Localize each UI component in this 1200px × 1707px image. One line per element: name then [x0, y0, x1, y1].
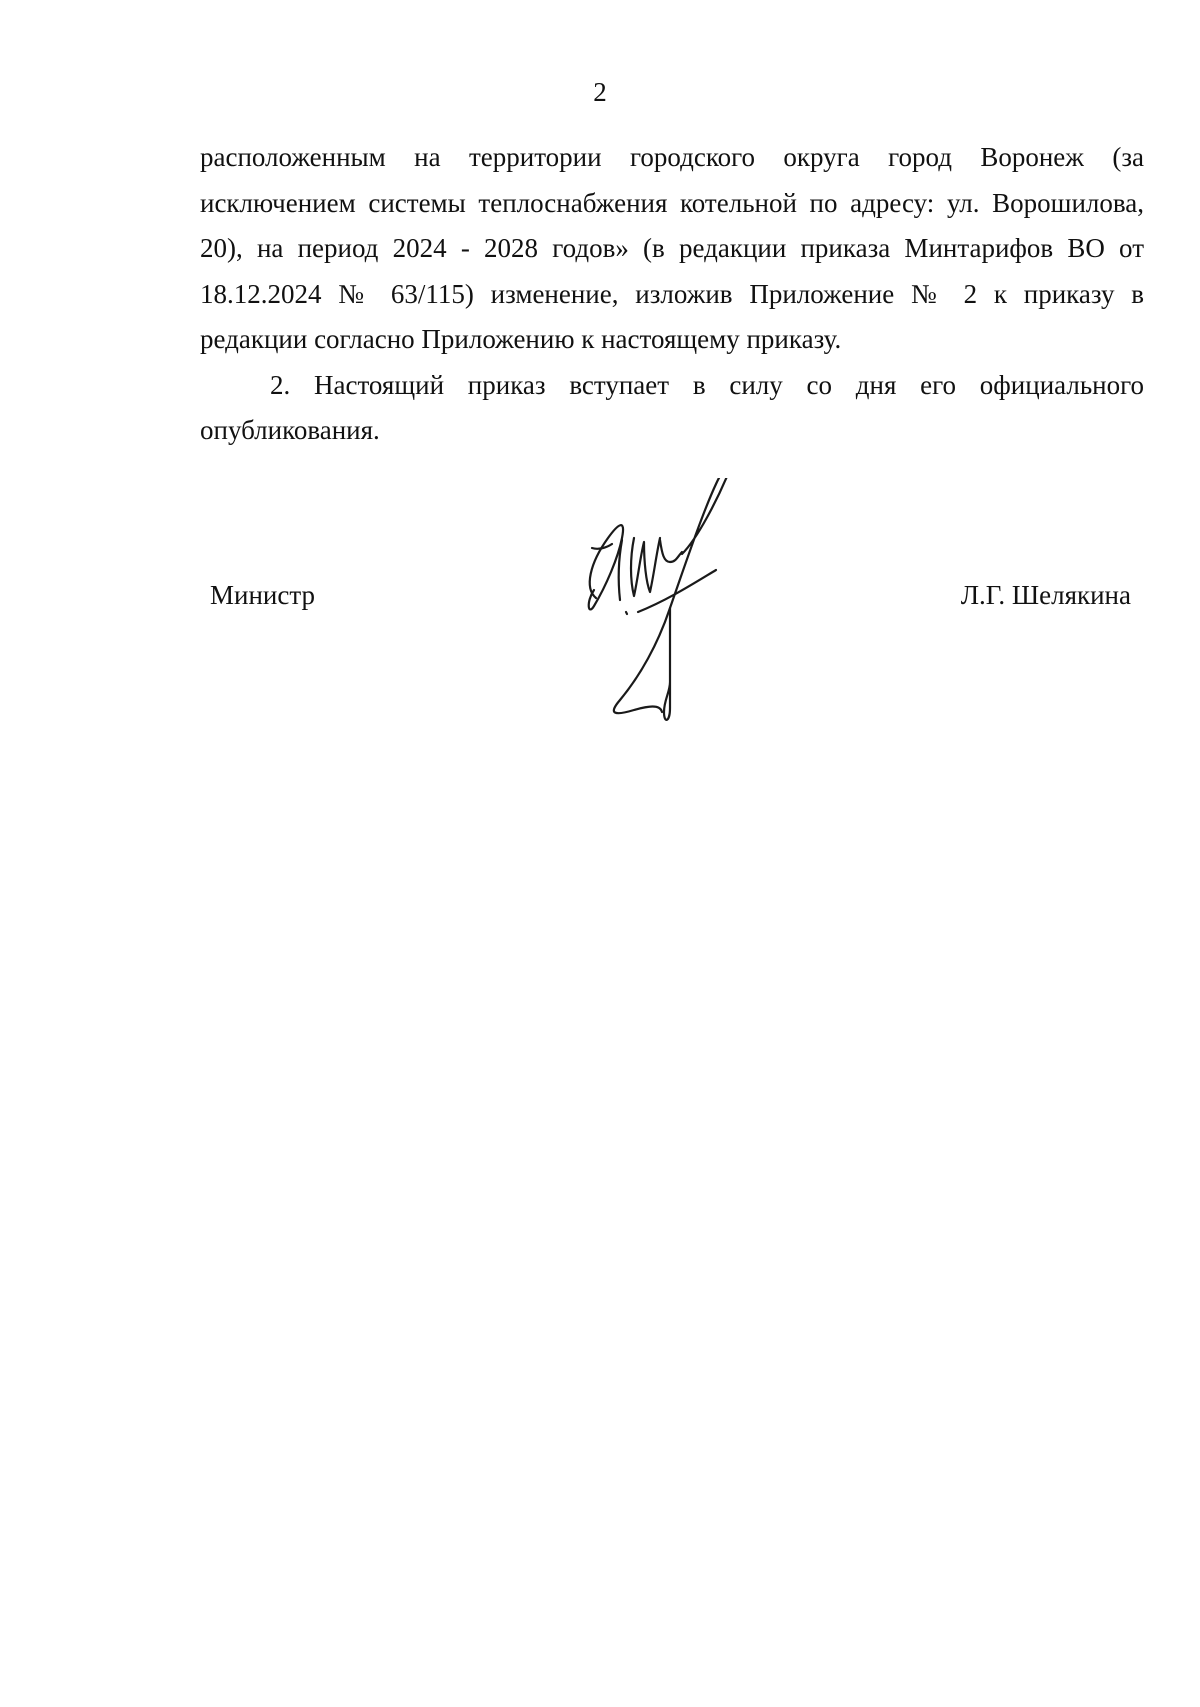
- signatory-title: Министр: [210, 580, 315, 610]
- page-number: 2: [593, 77, 607, 107]
- paragraph-line: редакции согласно Приложению к настоящему приказу.: [200, 324, 842, 354]
- paragraph-line: 2. Настоящий приказ вступает в силу со дня его официального: [270, 369, 1144, 400]
- paragraph-line: опубликования.: [200, 415, 380, 445]
- handwritten-signature: [578, 478, 768, 728]
- paragraph-line: 18.12.2024 № 63/115) изменение, изложив Приложение № 2 к приказу в: [200, 278, 1144, 309]
- paragraph-2: [200, 363, 1144, 454]
- paragraph-1: [200, 135, 1144, 363]
- body-text: [200, 135, 1144, 454]
- paragraph-line: 20), на период 2024 - 2028 годов» (в редакции приказа Минтарифов ВО от: [200, 233, 1144, 263]
- signatory-name: Л.Г. Шелякина: [960, 580, 1131, 610]
- paragraph-line: исключением системы теплоснабжения котельной по адресу: ул. Ворошилова,: [200, 187, 1144, 218]
- paragraph-line: расположенным на территории городского округа город Воронеж (за: [200, 142, 1144, 172]
